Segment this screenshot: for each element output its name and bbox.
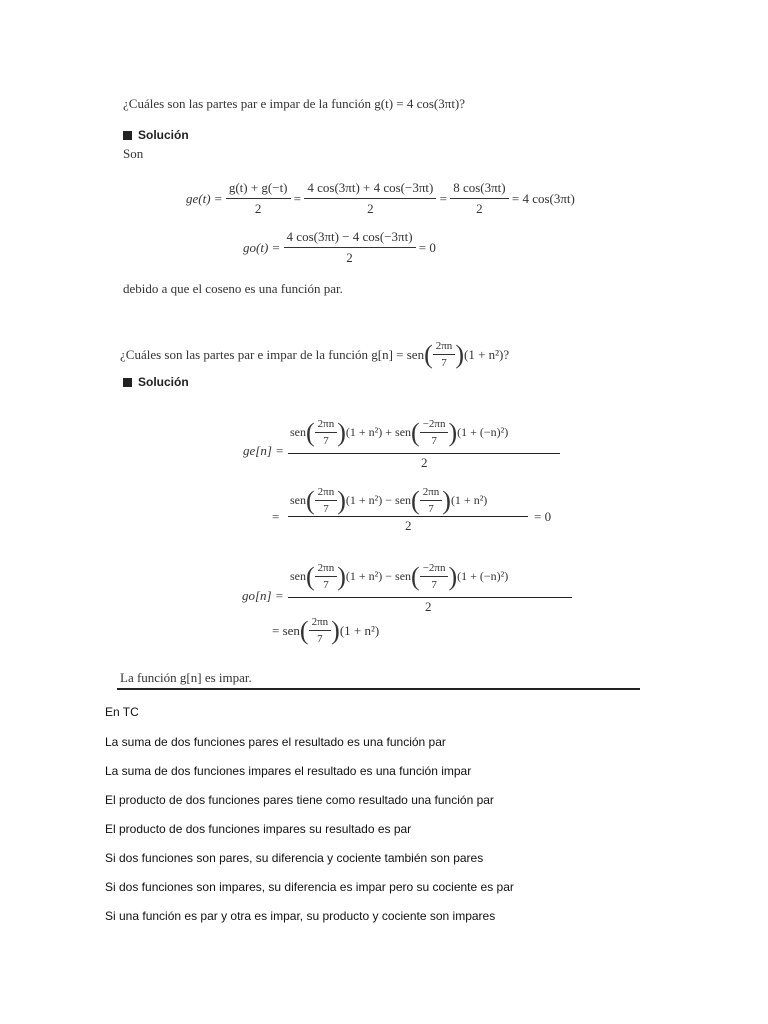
- go-n-num-a: sen: [290, 569, 306, 583]
- note-item: La suma de dos funciones impares el resultado es una función impar: [105, 764, 472, 778]
- ge-frac1-num: g(t) + g(−t): [226, 180, 291, 199]
- problem1-conclusion: debido a que el coseno es una función par.: [123, 281, 343, 296]
- go-n-result: = sen ( $\frac{2\pi n}{7}$ ) (1 + n²): [272, 615, 380, 645]
- go-n-num-b: (1 + n²) − sen: [345, 569, 412, 583]
- frac-num: 2πn: [315, 418, 338, 433]
- ge-n2-frac-b: [420, 486, 443, 515]
- problem1-solution-heading: [123, 128, 189, 142]
- frac-den: 7: [323, 435, 329, 447]
- ge-n-den: 2: [421, 455, 428, 470]
- ge-n2-equals: =: [272, 509, 280, 524]
- ge-n2-result: = 0: [534, 509, 552, 524]
- ge-frac1-den: 2: [254, 201, 262, 216]
- ge-frac3-num: 8 cos(3πt): [450, 180, 508, 199]
- problem2-conclusion: La función g[n] es impar.: [120, 670, 252, 685]
- problem1-son: Son: [123, 146, 144, 161]
- go-frac: [284, 229, 416, 266]
- ge-n-numerator-2: sen ( $\frac{2\pi n}{7}$ ) (1 + n²) − sen ( $\frac{2\pi n}{7}$ ) (1 + n²): [290, 485, 488, 515]
- problem2-solution-heading: [123, 375, 189, 389]
- go-n-numerator: sen ( $\frac{2\pi n}{7}$ ) (1 + n²) − sen ( $\frac{-2\pi n}{7}$ ) (1 + (−n)²): [290, 561, 509, 591]
- frac-den: 7: [431, 579, 437, 591]
- go-lhs: go(t) =: [243, 239, 281, 255]
- note-item: Si dos funciones son pares, su diferencia y cociente también son pares: [105, 851, 484, 865]
- frac-den: 7: [428, 503, 434, 515]
- ge-frac3-den: 2: [476, 201, 483, 216]
- go-n2-frac: [309, 616, 332, 645]
- problem2-solution-label: Solución: [138, 375, 189, 389]
- go-n-lhs: [242, 588, 284, 604]
- go-n2-b: (1 + n²): [339, 622, 380, 638]
- ge-frac2-den: 2: [367, 201, 374, 216]
- go-n2-a: = sen: [272, 622, 300, 638]
- problem1-odd-equation: [243, 229, 436, 266]
- ge-frac2: [304, 180, 436, 217]
- ge-n-frac-b: [420, 418, 449, 447]
- frac-num: 2πn: [315, 486, 338, 501]
- ge-n2-num-c: (1 + n²): [450, 493, 488, 507]
- frac-den: 7: [317, 633, 323, 645]
- go-n-num-c: (1 + (−n)²): [457, 569, 509, 583]
- frac-num: 2πn: [420, 486, 443, 501]
- ge-frac2-num: 4 cos(3πt) + 4 cos(−3πt): [304, 180, 436, 199]
- problem2-question: ¿Cuáles son las partes par e impar de la función g[n] = sen ( $\frac{2\pi n}{7}$ ) (1 + n²)?: [120, 339, 510, 369]
- go-frac-num: 4 cos(3πt) − 4 cos(−3πt): [284, 229, 416, 248]
- problem1-even-equation: ge(t) = $\frac{g(t) + g(-t)}{2}$ = $\frac{4 \cos(3\pi t) + 4 \cos(-3\pi t)}{2}$ = $\frac{8 \cos(3\pi t)}{2}$ = 4 cos(3πt): [186, 180, 575, 216]
- notes-title: En TC: [105, 705, 139, 719]
- ge-n-num-b: (1 + n²) + sen: [345, 425, 412, 439]
- note-item: El producto de dos funciones pares tiene como resultado una función par: [105, 793, 494, 807]
- note-item: Si dos funciones son impares, su diferencia es impar pero su cociente es par: [105, 880, 514, 894]
- note-item: Si una función es par y otra es impar, su producto y cociente son impares: [105, 909, 496, 923]
- go-result: = 0: [418, 239, 436, 255]
- bullet-square-icon: [123, 131, 132, 140]
- go-n-fraction-bar: [288, 597, 572, 598]
- problem2-question-prefix: ¿Cuáles son las partes par e impar de la función g[n] = sen: [120, 346, 425, 362]
- ge-result: = 4 cos(3πt): [511, 190, 575, 206]
- frac-den: 7: [323, 503, 329, 515]
- frac-num: −2πn: [420, 562, 449, 577]
- problem1-question: ¿Cuáles son las partes par e impar de la función g(t) = 4 cos(3πt)?: [123, 96, 466, 111]
- frac-den: 7: [431, 435, 437, 447]
- problem2-question-suffix: (1 + n²)?: [463, 346, 510, 362]
- section-divider: [117, 688, 640, 690]
- ge-n-lhs: [243, 443, 284, 459]
- note-item: La suma de dos funciones pares el resultado es una función par: [105, 735, 446, 749]
- go-frac-den: 2: [346, 250, 353, 265]
- note-item: El producto de dos funciones impares su resultado es par: [105, 822, 412, 836]
- ge-n2-frac-a: [315, 486, 338, 515]
- problem2-question-frac-num: 2πn: [433, 340, 456, 355]
- bullet-square-icon: [123, 378, 132, 387]
- ge-n-fraction-bar: [288, 453, 560, 454]
- ge-n-lhs-text: ge[n] =: [243, 443, 284, 458]
- ge-n2-num-a: sen: [290, 493, 306, 507]
- ge-n2-fraction-bar: [288, 516, 528, 517]
- ge-n2-den: 2: [405, 518, 412, 533]
- problem1-solution-label: Solución: [138, 128, 189, 142]
- go-n-frac-a: [315, 562, 338, 591]
- frac-num-value: 2πn: [428, 418, 446, 430]
- go-n-lhs-text: go[n] =: [242, 588, 284, 603]
- ge-frac3: [450, 180, 508, 217]
- ge-n-num-a: sen: [290, 425, 306, 439]
- problem2-question-frac-den: 7: [441, 357, 447, 369]
- frac-num-value: 2πn: [428, 562, 446, 574]
- ge-n2-num-b: (1 + n²) − sen: [345, 493, 412, 507]
- frac-num: 2πn: [309, 616, 332, 631]
- problem2-question-frac: [433, 340, 456, 369]
- frac-den: 7: [323, 579, 329, 591]
- ge-n-frac-a: [315, 418, 338, 447]
- go-n-frac-b: [420, 562, 449, 591]
- go-n-den: 2: [425, 599, 432, 614]
- frac-num: 2πn: [315, 562, 338, 577]
- ge-frac1: [226, 180, 291, 217]
- ge-n-num-c: (1 + (−n)²): [457, 425, 509, 439]
- ge-n-numerator: sen ( $\frac{2\pi n}{7}$ ) (1 + n²) + sen ( $\frac{-2\pi n}{7}$ ) (1 + (−n)²): [290, 417, 509, 447]
- ge-lhs: ge(t) =: [186, 190, 223, 206]
- frac-num: −2πn: [420, 418, 449, 433]
